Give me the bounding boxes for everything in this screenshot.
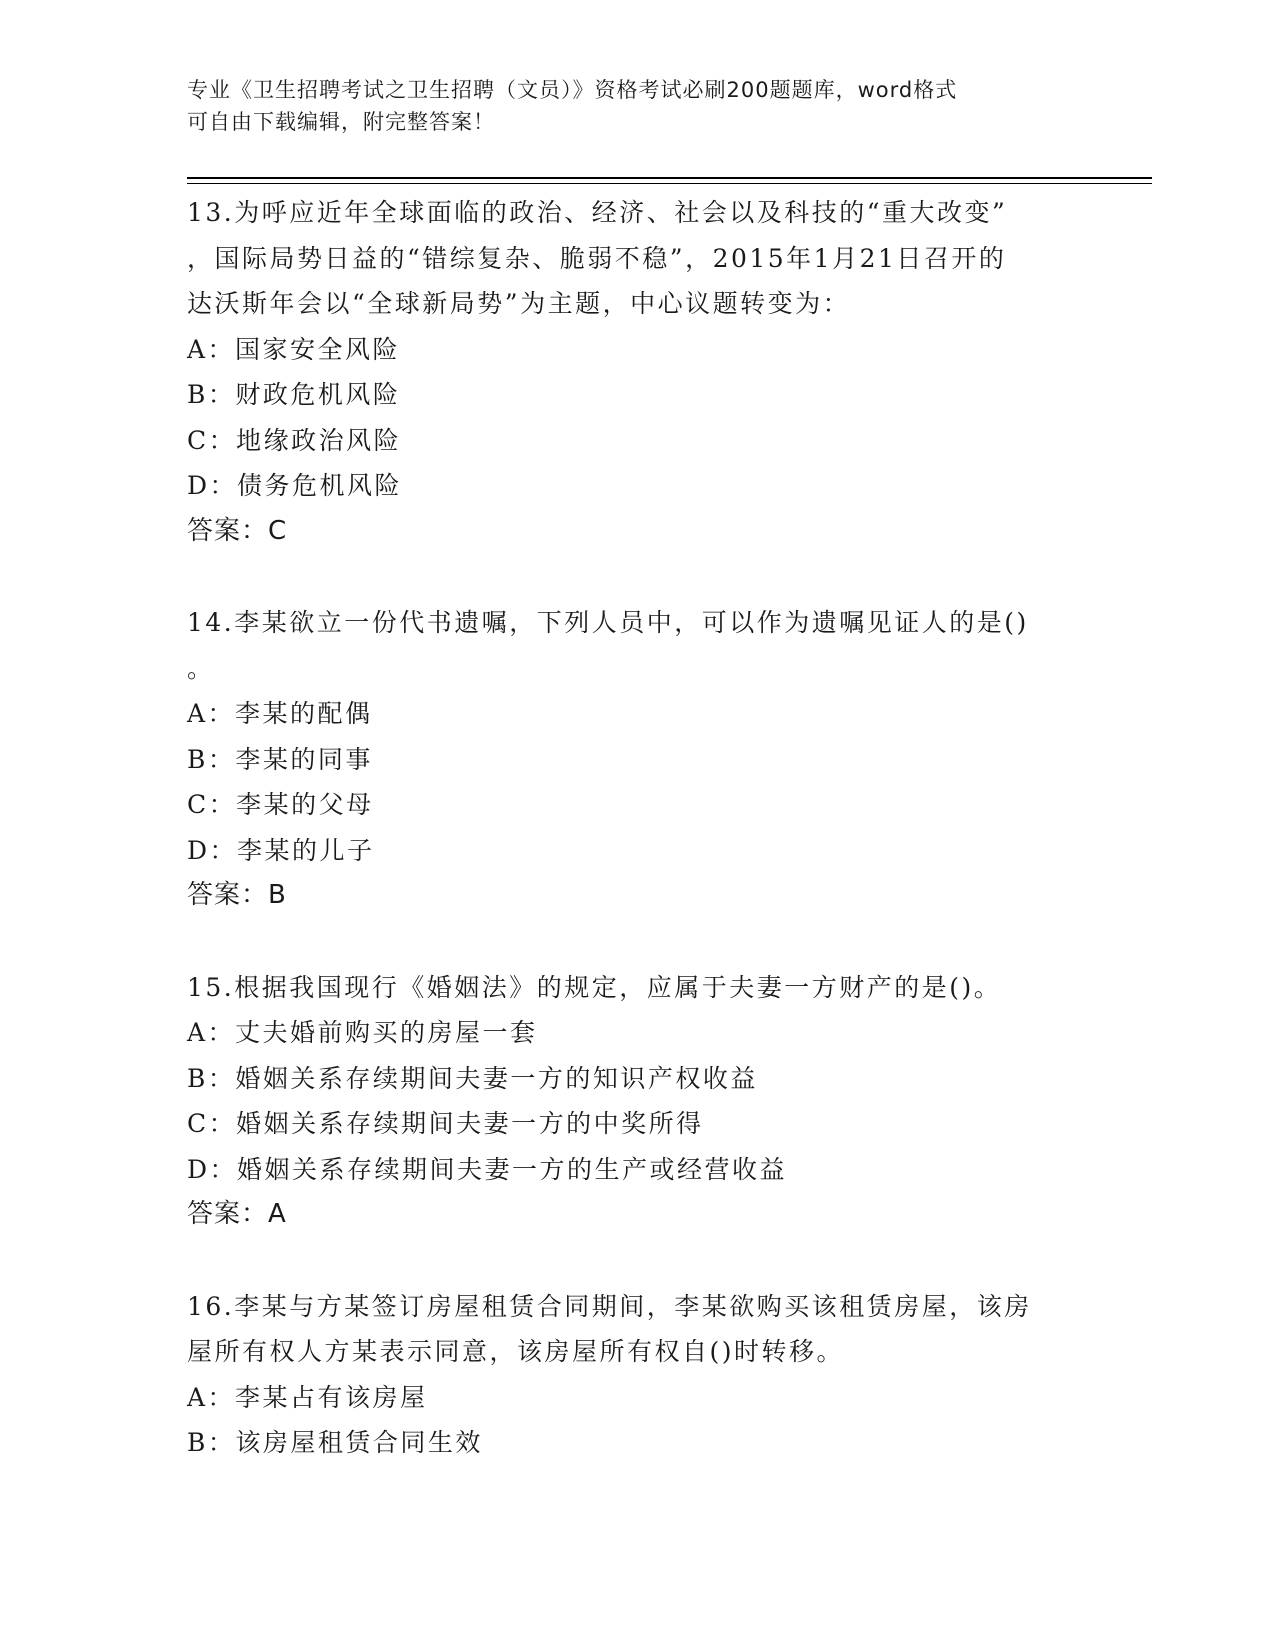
- option-d: D：婚姻关系存续期间夫妻一方的生产或经营收益: [187, 1154, 788, 1184]
- question-stem-line: 15.根据我国现行《婚姻法》的规定，应属于夫妻一方财产的是()。: [187, 972, 1002, 1002]
- question-stem-line: 。: [187, 653, 215, 683]
- option-a: A：国家安全风险: [187, 334, 401, 364]
- question-14: [187, 600, 1087, 919]
- document-header: [187, 74, 1087, 138]
- question-13: [187, 190, 1087, 554]
- header-line-1: 专业《卫生招聘考试之卫生招聘（文员）》资格考试必刷200题题库，word格式: [187, 78, 958, 102]
- question-stem-line: 达沃斯年会以“全球新局势”为主题，中心议题转变为：: [187, 289, 851, 318]
- answer-label: 答案：C: [187, 515, 288, 546]
- question-gap: [187, 1238, 1087, 1284]
- question-stem-line: 屋所有权人方某表示同意，该房屋所有权自()时转移。: [187, 1337, 845, 1366]
- option-a: A：李某占有该房屋: [187, 1382, 428, 1412]
- header-rule-thick: [187, 177, 1152, 179]
- option-c: C：婚姻关系存续期间夫妻一方的中奖所得: [187, 1109, 704, 1138]
- option-d: D：李某的儿子: [187, 835, 375, 865]
- option-d: D：债务危机风险: [187, 471, 403, 500]
- question-list: [187, 190, 1087, 1466]
- option-b: B：婚姻关系存续期间夫妻一方的知识产权收益: [187, 1063, 758, 1093]
- option-a: A：李某的配偶: [187, 699, 373, 728]
- option-c: C：李某的父母: [187, 790, 374, 819]
- question-stem-line: 13.为呼应近年全球面临的政治、经济、社会以及科技的“重大改变”: [187, 198, 1008, 227]
- question-gap: [187, 919, 1087, 965]
- option-a: A：丈夫婚前购买的房屋一套: [187, 1018, 538, 1047]
- question-stem-line: 14.李某欲立一份代书遗嘱，下列人员中，可以作为遗嘱见证人的是(): [187, 608, 1029, 637]
- question-gap: [187, 554, 1087, 600]
- question-stem-line: 16.李某与方某签订房屋租赁合同期间，李某欲购买该租赁房屋，该房: [187, 1291, 1032, 1321]
- option-b: B：李某的同事: [187, 744, 373, 774]
- option-c: C：地缘政治风险: [187, 425, 402, 455]
- header-rule-thin: [187, 183, 1152, 184]
- question-stem-line: ，国际局势日益的“错综复杂、脆弱不稳”，2015年1月21日召开的: [187, 243, 1007, 273]
- answer-label: 答案：B: [187, 880, 287, 910]
- answer-label: 答案：A: [187, 1199, 287, 1229]
- question-16: [187, 1284, 1087, 1466]
- question-15: [187, 965, 1087, 1238]
- header-line-2: 可自由下载编辑，附完整答案！: [187, 110, 495, 134]
- option-b: B：该房屋租赁合同生效: [187, 1428, 483, 1457]
- option-b: B：财政危机风险: [187, 380, 401, 409]
